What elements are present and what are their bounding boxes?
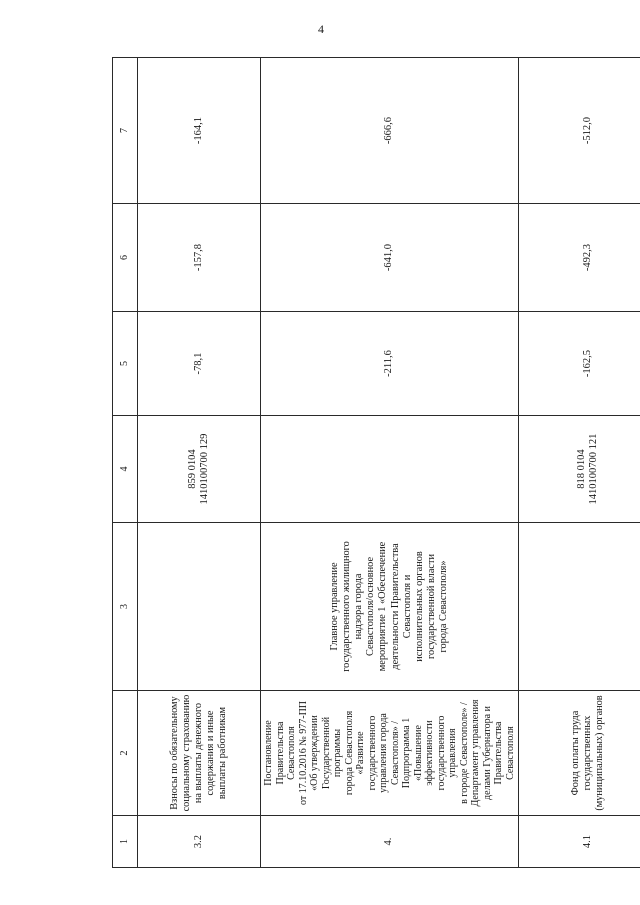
text-line: Севастополя и: [401, 574, 413, 639]
value-cell: -157,8: [138, 204, 261, 312]
text-line: управления города: [378, 713, 389, 793]
executor-cell: [138, 523, 261, 691]
column-header: 2: [113, 691, 138, 816]
executor-cell: [261, 523, 519, 691]
budget-table: [112, 57, 640, 868]
value-cell: -211,6: [261, 312, 519, 416]
expense-name: [261, 691, 519, 816]
column-header: 5: [113, 312, 138, 416]
text-line: делами Губернатора и: [481, 706, 493, 800]
text-line: эффективности: [424, 720, 435, 786]
text-line: «Об утверждении: [309, 715, 320, 791]
text-line: Департамент управления: [470, 699, 481, 807]
header-row: [113, 58, 138, 868]
value-cell: -78,1: [138, 312, 261, 416]
column-header: 7: [113, 58, 138, 204]
row-number: 4.1: [519, 816, 640, 868]
expense-name: Фонд оплаты труда государственных (муниципальных) органов: [519, 691, 640, 816]
value-cell: -512,0: [519, 58, 640, 204]
row-number: 3.2: [138, 816, 261, 868]
table-row: [519, 58, 640, 868]
table-row: [261, 58, 519, 868]
text-line: мероприятие 1 «Обеспечение: [377, 541, 389, 672]
text-line: города Севастополя»: [438, 560, 450, 653]
text-line: в городе Севастополе» /: [458, 702, 470, 804]
page-number: 4: [318, 22, 324, 36]
value-cell: -641,0: [261, 204, 519, 312]
column-header: 4: [113, 416, 138, 523]
text-line: Подпрограмма 1 «Повышение: [401, 717, 424, 789]
text-line: Государственной программы: [320, 716, 343, 790]
text-line: от 17.10.2016 № 977-ПП: [297, 700, 309, 806]
text-line: города Севастополя: [343, 710, 355, 796]
table-row: [138, 58, 261, 868]
text-line: Главное управление: [328, 562, 340, 651]
text-line: Правительства Севастополя: [493, 721, 516, 785]
budget-code-line: 859 0104: [186, 449, 198, 489]
value-cell: -162,5: [519, 312, 640, 416]
budget-code-line: 1410100700 121: [588, 433, 599, 505]
executor-cell: [519, 523, 640, 691]
column-header: 6: [113, 204, 138, 312]
text-line: Правительства Севастополя: [274, 721, 297, 785]
expense-name: Взносы по обязательному социальному страхованию на выплаты денежного содержания и иные выплаты работникам: [138, 691, 261, 816]
budget-code-cell: [519, 416, 640, 523]
value-cell: -492,3: [519, 204, 640, 312]
text-line: Постановление: [263, 720, 274, 786]
budget-table-rotated: [112, 58, 610, 868]
text-line: государственного жилищного: [340, 541, 352, 672]
budget-code-line: 818 0104: [575, 449, 587, 489]
budget-code-cell: [261, 416, 519, 523]
text-line: «Развитие государственного: [355, 715, 378, 791]
column-header: 3: [113, 523, 138, 691]
text-line: надзора города: [353, 573, 365, 640]
text-line: Севастополя» /: [389, 720, 401, 786]
text-line: государственного управления: [435, 715, 458, 791]
text-line: государственной власти: [425, 554, 437, 659]
budget-code-line: 1410100700 129: [199, 433, 210, 505]
column-header: 1: [113, 816, 138, 868]
value-cell: -164,1: [138, 58, 261, 204]
text-line: деятельности Правительства: [389, 543, 401, 670]
budget-code-cell: [138, 416, 261, 523]
value-cell: -666,6: [261, 58, 519, 204]
row-number: 4.: [261, 816, 519, 868]
text-line: Севастополя/основное: [365, 556, 377, 657]
text-line: исполнительных органов: [413, 551, 425, 662]
